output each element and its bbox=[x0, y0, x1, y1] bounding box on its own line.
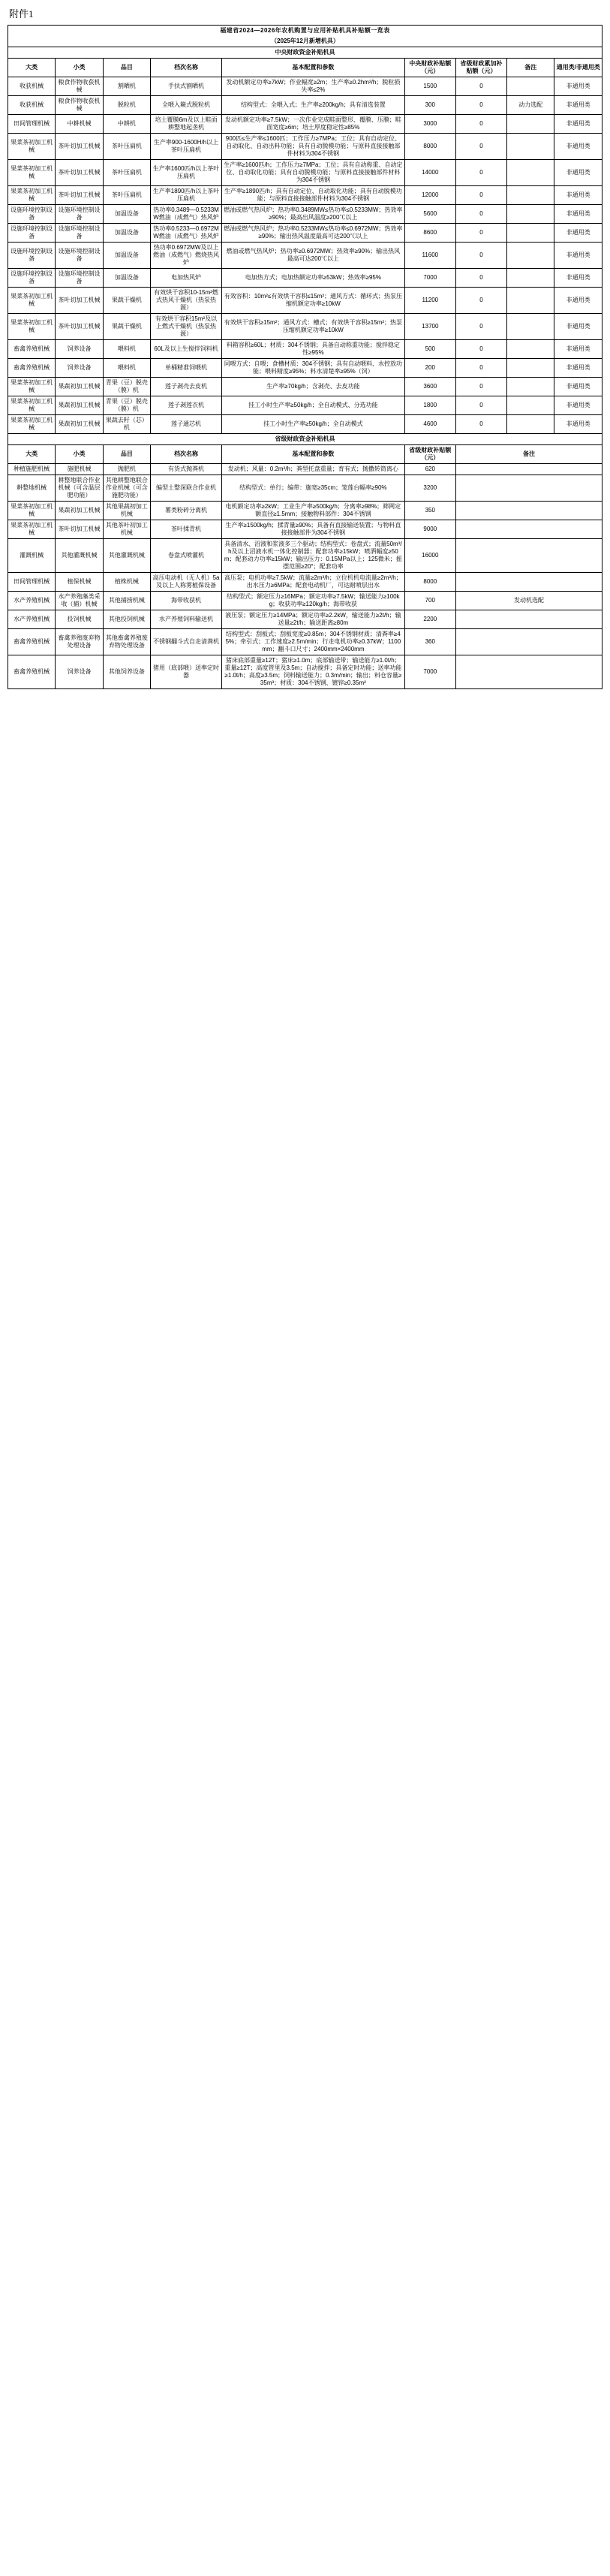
cell-level-name: 卷盘式喷灌机 bbox=[151, 539, 222, 573]
cell-level-name: 单桶精准饲喂机 bbox=[151, 359, 222, 378]
cell-type-class: 非通用类 bbox=[554, 314, 602, 340]
cell-parameters: 燃油或燃气热风炉；热功率0.3489MW≤热功率≤0.5233MW；热效率≥90%；最高出风温度≥200℃以上 bbox=[222, 205, 405, 224]
cell-item: 茶叶压扁机 bbox=[103, 186, 150, 205]
cell-parameters: 结构型式：全喂入式；生产率≥200kg/h；具有清选装置 bbox=[222, 96, 405, 115]
cell-parameters: 生产率≥1600匹/h；工作压力≥7MPa；工位；具有自动称重、自动定位、自动取化功能；具有自动脱模功能；与原料直接接触部件材料为304不锈钢 bbox=[222, 160, 405, 186]
cell-provincial-subsidy: 700 bbox=[404, 592, 455, 610]
cell-central-subsidy: 7000 bbox=[404, 269, 455, 288]
cell-parameters: 生产率≥1500kg/h；揉青量≥90%；具备有直接输送装置；与物料直接接触部件为304不锈钢 bbox=[222, 520, 405, 539]
cell-item: 茶叶压扁机 bbox=[103, 160, 150, 186]
cell-level-name: 海带收获机 bbox=[151, 592, 222, 610]
cell-level-name: 全喂入簸式脱粒机 bbox=[151, 96, 222, 115]
cell-category-major: 果菜茶初加工机械 bbox=[8, 396, 56, 415]
column-header-1: 小类 bbox=[56, 59, 103, 77]
cell-parameters: 猪床底部重量≥12T；猪床≥1.0m；底部输送带；输送能力≥1.0t/h；重量≥12T；高度管里及3.5m；自动搅拌；具备定时功能；送率功能≥1.0t/h；高度≥3.5m；饲料输送能力；0.3m/min；输出；料仓容量≥35m³；材质：304不锈钢、镀锌≥0.35m² bbox=[222, 655, 405, 689]
cell-category-major: 果菜茶初加工机械 bbox=[8, 160, 56, 186]
cell-parameters: 具备清水、沼液和浆液多三个驱动；结构型式：卷盘式；流量50m³/h及以上沼液水机一体化控制器；配套功率≥15kW；喷洒幅度≥50m；配套动力功率≥15kW；输出压力：0.15MPa以上；125微米；摇摆范围≥20°；配套功率 bbox=[222, 539, 405, 573]
cell-note bbox=[507, 378, 554, 396]
cell-type-class: 非通用类 bbox=[554, 243, 602, 269]
cell-provincial-subsidy: 0 bbox=[455, 269, 506, 288]
cell-item: 其他果蔬初加工机械 bbox=[103, 502, 150, 520]
cell-parameters: 生产率≥1890匹/h；具有自动定位、自动取化功能；具有自动脱模功能；与原料直接接触部件材料为304不锈钢 bbox=[222, 186, 405, 205]
cell-note bbox=[507, 396, 554, 415]
cell-level-name: 高压电动机（无人机）5a及以上人称雾植保设备 bbox=[151, 573, 222, 592]
cell-note bbox=[455, 573, 602, 592]
cell-provincial-subsidy: 0 bbox=[455, 396, 506, 415]
cell-parameters: 结构型式；额定压力≥16MPa；额定功率≥7.5kW；输送能力≥100kg；收获功率≥120kg/h；海带收获 bbox=[222, 592, 405, 610]
table-body bbox=[8, 26, 602, 47]
cell-central-subsidy: 1500 bbox=[404, 77, 455, 96]
table-row bbox=[8, 539, 602, 573]
cell-category-minor: 施肥机械 bbox=[56, 464, 103, 475]
cell-category-minor: 饲养设备 bbox=[56, 359, 103, 378]
table-row bbox=[8, 629, 602, 655]
cell-type-class: 非通用类 bbox=[554, 160, 602, 186]
cell-provincial-subsidy: 0 bbox=[455, 359, 506, 378]
cell-item: 果蔬干燥机 bbox=[103, 288, 150, 314]
cell-type-class: 非通用类 bbox=[554, 359, 602, 378]
cell-parameters: 高压泵；电机功率≥7.5kW；流量≥2m³/h；立位机机电流量≥2m³/h；出水压力≥6MPa；配套电动机厂，可达耐喷层出水 bbox=[222, 573, 405, 592]
cell-parameters: 料箱容积≥60L；材质：304不锈钢；具备自动称重功能；搅拌稳定性≥95% bbox=[222, 340, 405, 359]
cell-level-name: 有效烘干容积15m²及以上燃式干燥机（热泵热源） bbox=[151, 314, 222, 340]
column-header-2: 品目 bbox=[103, 445, 150, 464]
cell-parameters: 燃油或燃气热风炉；热功率0.5233MW≤热功率≤0.6972MW；热效率≥90%；输出热风温度最高可达200℃以上 bbox=[222, 224, 405, 243]
cell-provincial-subsidy: 360 bbox=[404, 629, 455, 655]
cell-central-subsidy: 3600 bbox=[404, 378, 455, 396]
cell-level-name: 手扶式割晒机 bbox=[151, 77, 222, 96]
cell-item: 加温设备 bbox=[103, 269, 150, 288]
cell-note bbox=[455, 655, 602, 689]
cell-note bbox=[455, 539, 602, 573]
cell-category-major: 畜禽养殖机械 bbox=[8, 340, 56, 359]
column-header-3: 档次名称 bbox=[151, 445, 222, 464]
cell-category-major: 果菜茶初加工机械 bbox=[8, 502, 56, 520]
cell-provincial-subsidy: 620 bbox=[404, 464, 455, 475]
cell-central-subsidy: 11200 bbox=[404, 288, 455, 314]
cell-central-subsidy: 12000 bbox=[404, 186, 455, 205]
table-row bbox=[8, 224, 602, 243]
cell-category-minor: 其他灌溉机械 bbox=[56, 539, 103, 573]
cell-item: 加温设备 bbox=[103, 205, 150, 224]
cell-category-major: 种植施肥机械 bbox=[8, 464, 56, 475]
cell-type-class: 非通用类 bbox=[554, 340, 602, 359]
cell-note bbox=[455, 629, 602, 655]
cell-category-major: 果菜茶初加工机械 bbox=[8, 520, 56, 539]
cell-central-subsidy: 3000 bbox=[404, 115, 455, 134]
cell-level-name: 生产率900-1600H/h以上茶叶压扁机 bbox=[151, 134, 222, 160]
cell-note bbox=[507, 243, 554, 269]
section-heading-row bbox=[8, 434, 602, 445]
cell-note bbox=[507, 269, 554, 288]
cell-category-minor: 投饲机械 bbox=[56, 610, 103, 629]
cell-parameters: 900匹≤生产率≤1600匹；工作压力≥7MPa；工位；具有自动定位、自动取化、自动出料功能；具有自动脱模功能；与原料直接接触部件材料为304不锈钢 bbox=[222, 134, 405, 160]
cell-provincial-subsidy: 0 bbox=[455, 77, 506, 96]
table-row bbox=[8, 378, 602, 396]
cell-level-name: 电加热风炉 bbox=[151, 269, 222, 288]
table-row bbox=[8, 134, 602, 160]
table-row bbox=[8, 573, 602, 592]
subsidy-table bbox=[8, 25, 602, 689]
cell-category-minor: 茶叶切加工机械 bbox=[56, 134, 103, 160]
column-header-7: 备注 bbox=[507, 59, 554, 77]
subtitle-row bbox=[8, 36, 602, 47]
cell-category-minor: 茶叶切加工机械 bbox=[56, 314, 103, 340]
cell-provincial-subsidy: 3200 bbox=[404, 475, 455, 502]
cell-level-name: 生产率1890匹/h以上茶叶压扁机 bbox=[151, 186, 222, 205]
cell-level-name: 编型土整深联合作业机 bbox=[151, 475, 222, 502]
table-row bbox=[8, 96, 602, 115]
table-row bbox=[8, 243, 602, 269]
cell-type-class: 非通用类 bbox=[554, 415, 602, 434]
cell-note bbox=[507, 415, 554, 434]
cell-provincial-subsidy: 0 bbox=[455, 288, 506, 314]
cell-note bbox=[507, 205, 554, 224]
cell-level-name: 猪用（底部喂）送率定时器 bbox=[151, 655, 222, 689]
cell-category-minor: 设施环境控制设备 bbox=[56, 205, 103, 224]
table-row bbox=[8, 610, 602, 629]
cell-level-name: 有效烘干容积10-15m²燃式热风干燥机（热泵热源） bbox=[151, 288, 222, 314]
cell-category-minor: 茶叶切加工机械 bbox=[56, 186, 103, 205]
column-header-row bbox=[8, 445, 602, 464]
cell-provincial-subsidy: 0 bbox=[455, 243, 506, 269]
cell-parameters: 挂工小时生产率≥50kg/h；全自动模式、分选功能 bbox=[222, 396, 405, 415]
cell-type-class: 非通用类 bbox=[554, 396, 602, 415]
cell-note bbox=[507, 314, 554, 340]
cell-category-major: 设施环境控制设备 bbox=[8, 243, 56, 269]
table-row bbox=[8, 205, 602, 224]
cell-level-name: 培土覆膜6m及以上畦面耕整地起垄机 bbox=[151, 115, 222, 134]
cell-category-major: 灌溉机械 bbox=[8, 539, 56, 573]
table-row bbox=[8, 77, 602, 96]
column-header-4: 基本配置和参数 bbox=[222, 59, 405, 77]
table-row bbox=[8, 475, 602, 502]
section-heading: 省级财政资金补贴机具 bbox=[8, 434, 602, 445]
table-row bbox=[8, 464, 602, 475]
cell-level-name: 热功率0.5233—0.6972MW燃油（成燃气）热风炉 bbox=[151, 224, 222, 243]
cell-category-major: 畜禽养殖机械 bbox=[8, 629, 56, 655]
cell-provincial-subsidy: 7000 bbox=[404, 655, 455, 689]
cell-level-name: 莲子剥莲衣机 bbox=[151, 396, 222, 415]
cell-category-minor: 设施环境控制设备 bbox=[56, 224, 103, 243]
cell-level-name: 薯类粉碎分离机 bbox=[151, 502, 222, 520]
cell-provincial-subsidy: 8000 bbox=[404, 573, 455, 592]
cell-central-subsidy: 5600 bbox=[404, 205, 455, 224]
table-row bbox=[8, 396, 602, 415]
cell-parameters: 有效烘干容积≥15m²；通风方式：槽式；有效烘干容积≥15m²；热泵压缩机额定功率≥10kW bbox=[222, 314, 405, 340]
cell-category-minor: 茶叶切加工机械 bbox=[56, 160, 103, 186]
column-header-row bbox=[8, 59, 602, 77]
cell-parameters: 发动机额定功率≥7kW；作业幅宽≥2m；生产率≥0.2hm²/h；脱粒损失率≤2% bbox=[222, 77, 405, 96]
cell-central-subsidy: 200 bbox=[404, 359, 455, 378]
cell-category-minor: 畜禽养殖废弃物处理设备 bbox=[56, 629, 103, 655]
cell-central-subsidy: 14000 bbox=[404, 160, 455, 186]
cell-provincial-subsidy: 0 bbox=[455, 340, 506, 359]
cell-type-class: 非通用类 bbox=[554, 134, 602, 160]
cell-central-subsidy: 300 bbox=[404, 96, 455, 115]
cell-item: 其他灌溉机械 bbox=[103, 539, 150, 573]
cell-level-name: 不锈钢翻斗式自走清粪机 bbox=[151, 629, 222, 655]
cell-item: 其他耕整地联合作业机械（可含施肥功能） bbox=[103, 475, 150, 502]
cell-category-major: 收获机械 bbox=[8, 96, 56, 115]
table-row bbox=[8, 502, 602, 520]
cell-category-minor: 耕整地联合作业机械（可含温层肥功能） bbox=[56, 475, 103, 502]
table-row bbox=[8, 415, 602, 434]
cell-provincial-subsidy: 0 bbox=[455, 115, 506, 134]
cell-note bbox=[507, 186, 554, 205]
table-row bbox=[8, 340, 602, 359]
table-row bbox=[8, 115, 602, 134]
cell-category-major: 果菜茶初加工机械 bbox=[8, 186, 56, 205]
table-row bbox=[8, 359, 602, 378]
cell-item: 加温设备 bbox=[103, 224, 150, 243]
cell-note bbox=[455, 610, 602, 629]
cell-parameters: 同喂方式：自喂；食槽材质：304不锈钢；具有自动喂料、水控放功能；喂料精度≥95%；料水清楚率≥95%（饲） bbox=[222, 359, 405, 378]
cell-category-major: 设施环境控制设备 bbox=[8, 205, 56, 224]
cell-provincial-subsidy: 0 bbox=[455, 134, 506, 160]
cell-item: 喂料机 bbox=[103, 359, 150, 378]
section-heading-row bbox=[8, 47, 602, 59]
cell-note bbox=[507, 77, 554, 96]
cell-category-major: 设施环境控制设备 bbox=[8, 269, 56, 288]
table-row bbox=[8, 520, 602, 539]
table-row bbox=[8, 655, 602, 689]
cell-provincial-subsidy: 0 bbox=[455, 314, 506, 340]
cell-category-major: 果菜茶初加工机械 bbox=[8, 288, 56, 314]
cell-category-major: 田间管理机械 bbox=[8, 573, 56, 592]
column-header-8: 通用类/非通用类 bbox=[554, 59, 602, 77]
column-header-0: 大类 bbox=[8, 445, 56, 464]
cell-note bbox=[507, 359, 554, 378]
column-header-5: 省级财政补贴额（元） bbox=[404, 445, 455, 464]
cell-level-name: 热功率0.3489—0.5233MW燃油（成燃气）热风炉 bbox=[151, 205, 222, 224]
cell-note bbox=[507, 340, 554, 359]
cell-note bbox=[507, 134, 554, 160]
cell-category-major: 畜禽养殖机械 bbox=[8, 655, 56, 689]
cell-parameters: 结构型式：单行；编带：施宽≥35cm；笼莲台幅率≥90% bbox=[222, 475, 405, 502]
cell-note bbox=[507, 160, 554, 186]
cell-provincial-subsidy: 0 bbox=[455, 160, 506, 186]
cell-category-minor: 植保机械 bbox=[56, 573, 103, 592]
cell-category-major: 畜禽养殖机械 bbox=[8, 359, 56, 378]
cell-central-subsidy: 500 bbox=[404, 340, 455, 359]
cell-parameters: 电加热方式；电加热额定功率≥53kW；热效率≥95% bbox=[222, 269, 405, 288]
cell-level-name: 茶叶揉青机 bbox=[151, 520, 222, 539]
cell-category-minor: 饲养设备 bbox=[56, 655, 103, 689]
cell-category-minor: 果蔬初加工机械 bbox=[56, 415, 103, 434]
cell-parameters: 有效容积：10m²≤有效烘干容积≤15m²；通风方式：循环式；热泵压缩机额定功率≥10kW bbox=[222, 288, 405, 314]
cell-category-major: 果菜茶初加工机械 bbox=[8, 378, 56, 396]
column-header-6: 省级财政累加补贴额（元） bbox=[455, 59, 506, 77]
cell-central-subsidy: 4600 bbox=[404, 415, 455, 434]
cell-level-name: 60L及以上生搅拌饲料机 bbox=[151, 340, 222, 359]
cell-parameters: 结构型式：刮板式；刮板宽度≥0.85m；304不锈钢材质；清粪率≥45%；牵引式；工作速度≥2.5m/min；行走电机功率≥0.37kW；1100mm；翻斗口尺寸；2400mm×2400mm bbox=[222, 629, 405, 655]
cell-provincial-subsidy: 2200 bbox=[404, 610, 455, 629]
table-row bbox=[8, 186, 602, 205]
cell-type-class: 非通用类 bbox=[554, 115, 602, 134]
cell-category-minor: 粮食作物收获机械 bbox=[56, 96, 103, 115]
cell-level-name: 生产率1600匹/h以上茶叶压扁机 bbox=[151, 160, 222, 186]
cell-item: 喂料机 bbox=[103, 340, 150, 359]
cell-item: 果蔬干燥机 bbox=[103, 314, 150, 340]
cell-category-major: 水产养殖机械 bbox=[8, 592, 56, 610]
table-row bbox=[8, 592, 602, 610]
cell-level-name: 热功率0.6972MW及以上燃油（成燃气）燃烧热风炉 bbox=[151, 243, 222, 269]
cell-type-class: 非通用类 bbox=[554, 205, 602, 224]
column-header-1: 小类 bbox=[56, 445, 103, 464]
cell-note bbox=[507, 288, 554, 314]
cell-item: 青果（豆）脱壳（膜）机 bbox=[103, 396, 150, 415]
cell-note bbox=[455, 502, 602, 520]
title-row bbox=[8, 26, 602, 37]
attachment-label: 附件1 bbox=[9, 8, 34, 20]
cell-note: 动力选配 bbox=[507, 96, 554, 115]
cell-note: 发动机选配 bbox=[455, 592, 602, 610]
column-header-6: 备注 bbox=[455, 445, 602, 464]
cell-type-class: 非通用类 bbox=[554, 186, 602, 205]
cell-parameters: 挂工小时生产率≥50kg/h；全自动模式 bbox=[222, 415, 405, 434]
cell-type-class: 非通用类 bbox=[554, 77, 602, 96]
cell-parameters: 液压泵；额定压力≥14MPa；额定功率≥2.2kW，输送能力≥2t/h；输送量≥2t/h；输送距离≥80m bbox=[222, 610, 405, 629]
cell-category-major: 果菜茶初加工机械 bbox=[8, 415, 56, 434]
section-provincial bbox=[8, 434, 602, 689]
cell-provincial-subsidy: 0 bbox=[455, 224, 506, 243]
cell-type-class: 非通用类 bbox=[554, 224, 602, 243]
column-header-2: 品目 bbox=[103, 59, 150, 77]
cell-provincial-subsidy: 0 bbox=[455, 96, 506, 115]
cell-category-minor: 茶叶切加工机械 bbox=[56, 288, 103, 314]
cell-note bbox=[455, 520, 602, 539]
cell-parameters: 发动机额定功率≥7.5kW；一次作业完成畦面整形、覆膜、压膜；畦面宽度≥6m；培土厚度稳定性≥85% bbox=[222, 115, 405, 134]
cell-provincial-subsidy: 0 bbox=[455, 415, 506, 434]
cell-item: 其他畜禽养殖废弃物处理设备 bbox=[103, 629, 150, 655]
document-page bbox=[0, 0, 610, 704]
cell-item: 其他茶叶初加工机械 bbox=[103, 520, 150, 539]
column-header-5: 中央财政补贴额（元） bbox=[404, 59, 455, 77]
cell-provincial-subsidy: 350 bbox=[404, 502, 455, 520]
cell-item: 脱粒机 bbox=[103, 96, 150, 115]
cell-type-class: 非通用类 bbox=[554, 378, 602, 396]
cell-central-subsidy: 11600 bbox=[404, 243, 455, 269]
cell-provincial-subsidy: 0 bbox=[455, 205, 506, 224]
cell-category-minor: 果蔬初加工机械 bbox=[56, 502, 103, 520]
cell-note bbox=[455, 475, 602, 502]
column-header-0: 大类 bbox=[8, 59, 56, 77]
cell-central-subsidy: 1800 bbox=[404, 396, 455, 415]
cell-item: 其他捕捞机械 bbox=[103, 592, 150, 610]
cell-item: 抛肥机 bbox=[103, 464, 150, 475]
cell-item: 青果（豆）脱壳（膜）机 bbox=[103, 378, 150, 396]
cell-category-minor: 饲养设备 bbox=[56, 340, 103, 359]
cell-item: 植株机械 bbox=[103, 573, 150, 592]
column-header-4: 基本配置和参数 bbox=[222, 445, 405, 464]
cell-level-name: 有货式抛粪机 bbox=[151, 464, 222, 475]
cell-item: 茶叶压扁机 bbox=[103, 134, 150, 160]
table-row bbox=[8, 314, 602, 340]
cell-category-major: 收获机械 bbox=[8, 77, 56, 96]
section-heading: 中央财政资金补贴机具 bbox=[8, 47, 602, 59]
table-row bbox=[8, 160, 602, 186]
cell-category-major: 耕整地机械 bbox=[8, 475, 56, 502]
cell-central-subsidy: 8600 bbox=[404, 224, 455, 243]
cell-type-class: 非通用类 bbox=[554, 288, 602, 314]
cell-parameters: 电机额定功率≥2kW；工业生产率≥500kg/h；分离率≥98%；筛网定额直径≥1.5mm；接触物料部件：304不锈钢 bbox=[222, 502, 405, 520]
cell-category-minor: 粮食作物收获机械 bbox=[56, 77, 103, 96]
cell-provincial-subsidy: 9000 bbox=[404, 520, 455, 539]
cell-category-major: 设施环境控制设备 bbox=[8, 224, 56, 243]
cell-category-minor: 果蔬初加工机械 bbox=[56, 378, 103, 396]
cell-item: 中耕机 bbox=[103, 115, 150, 134]
cell-parameters: 生产率≥70kg/h；含剥壳、去皮功能 bbox=[222, 378, 405, 396]
cell-level-name: 莲子剥壳去皮机 bbox=[151, 378, 222, 396]
cell-category-minor: 果蔬初加工机械 bbox=[56, 396, 103, 415]
cell-category-major: 水产养殖机械 bbox=[8, 610, 56, 629]
cell-level-name: 水产养殖饲料输送机 bbox=[151, 610, 222, 629]
cell-item: 加温设备 bbox=[103, 243, 150, 269]
cell-type-class: 非通用类 bbox=[554, 96, 602, 115]
cell-central-subsidy: 8000 bbox=[404, 134, 455, 160]
cell-item: 其他饲养设备 bbox=[103, 655, 150, 689]
cell-category-minor: 中耕机械 bbox=[56, 115, 103, 134]
cell-note bbox=[507, 224, 554, 243]
cell-type-class: 非通用类 bbox=[554, 269, 602, 288]
page-title: 福建省2024—2026年农机购置与应用补贴机具补贴额一览表 bbox=[220, 27, 390, 34]
cell-category-minor: 设施环境控制设备 bbox=[56, 243, 103, 269]
cell-category-major: 果菜茶初加工机械 bbox=[8, 134, 56, 160]
cell-parameters: 发动机；风量：0.2m²/h；粪型托盘重量；育有式；抛撒转筒离心 bbox=[222, 464, 405, 475]
column-header-3: 档次名称 bbox=[151, 59, 222, 77]
cell-parameters: 燃油或燃气热风炉；热功率≥0.6972MW；热效率≥90%；输出热风最高可达200℃以上 bbox=[222, 243, 405, 269]
cell-provincial-subsidy: 16000 bbox=[404, 539, 455, 573]
cell-central-subsidy: 13700 bbox=[404, 314, 455, 340]
cell-note bbox=[507, 115, 554, 134]
cell-item: 果蔬去籽（芯）机 bbox=[103, 415, 150, 434]
cell-provincial-subsidy: 0 bbox=[455, 378, 506, 396]
table-row bbox=[8, 269, 602, 288]
table-row bbox=[8, 288, 602, 314]
cell-item: 其他投饲机械 bbox=[103, 610, 150, 629]
cell-note bbox=[455, 464, 602, 475]
cell-category-minor: 设施环境控制设备 bbox=[56, 269, 103, 288]
cell-category-major: 田间管理机械 bbox=[8, 115, 56, 134]
cell-category-minor: 水产养殖藻类采收（捕）机械 bbox=[56, 592, 103, 610]
cell-category-major: 果菜茶初加工机械 bbox=[8, 314, 56, 340]
cell-category-minor: 茶叶切加工机械 bbox=[56, 520, 103, 539]
page-subtitle: （2025年12月新增机具） bbox=[271, 38, 339, 44]
cell-item: 割晒机 bbox=[103, 77, 150, 96]
cell-provincial-subsidy: 0 bbox=[455, 186, 506, 205]
section-central bbox=[8, 47, 602, 434]
cell-level-name: 莲子通芯机 bbox=[151, 415, 222, 434]
